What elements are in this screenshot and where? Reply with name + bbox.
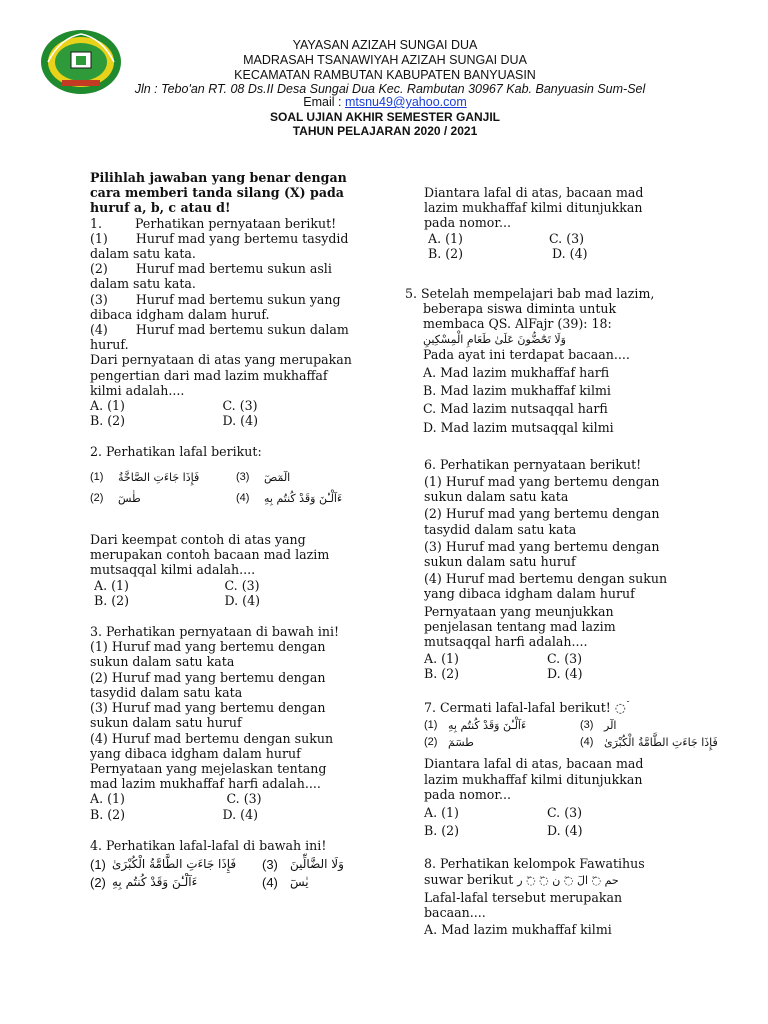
q4-question: Diantara lafal di atas, bacaan mad lazim mukhaffaf kilmi ditunjukkan pada nomor... — [424, 185, 644, 231]
q7-option-d[interactable]: D. (4) — [547, 823, 583, 839]
q7-options — [424, 805, 670, 838]
right-column — [405, 185, 718, 938]
q1-option-c[interactable]: C. (3) — [222, 398, 258, 414]
q7-option-c[interactable]: C. (3) — [547, 804, 583, 820]
school-address: Jln : Tebo'an RT. 08 Ds.II Desa Sungai Dua Kec. Rambutan 30967 Kab. Banyuasin Sum-Sel — [134, 82, 646, 96]
q4-option-d[interactable]: D. (4) — [552, 245, 588, 261]
q6-option-d[interactable]: D. (4) — [547, 666, 583, 682]
q2-stem: 2. Perhatikan lafal berikut: — [90, 444, 262, 460]
q2-options — [90, 578, 355, 608]
q4-lafal-3: وَلَا الضَّالِّينَ — [290, 856, 344, 871]
q6-options — [424, 651, 670, 681]
q3-statement-4: (4) Huruf mad bertemu dengan sukun yang dibaca idgham dalam huruf — [90, 730, 334, 761]
q5-question: Pada ayat ini terdapat bacaan.... — [423, 346, 630, 362]
q6-statement-2: (2) Huruf mad yang bertemu dengan tasydid dalam satu kata — [424, 506, 660, 537]
q2-option-b[interactable]: B. (2) — [94, 592, 130, 608]
q6-option-c[interactable]: C. (3) — [547, 651, 583, 667]
email-line — [130, 95, 640, 110]
q4-option-c[interactable]: C. (3) — [549, 230, 585, 246]
q4-lafal-4: يٰسٓ — [290, 875, 309, 890]
q4-lafal-1: فَإِذَا جَاءَتِ الطَّامَّةُ الْكُبْرَىٰ — [112, 856, 237, 871]
q4-stem: 4. Perhatikan lafal-lafal di bawah ini! — [90, 837, 327, 853]
q7-lafal-3: الٓر — [604, 718, 617, 732]
q1-statement-4: (4) Huruf mad bertemu sukun dalam huruf. — [90, 322, 349, 353]
q1-statement-2: (2) Huruf mad bertemu sukun asli dalam satu kata. — [90, 261, 332, 292]
q2-lafal-3: الٓمٓصٓ — [264, 470, 291, 484]
q2-lafal-2: طٰسٓ — [118, 491, 141, 505]
district-name: KECAMATAN RAMBUTAN KABUPATEN BANYUASIN — [234, 68, 536, 82]
q2-option-a[interactable]: A. (1) — [94, 577, 129, 593]
q6-stem: 6. Perhatikan pernyataan berikut! — [424, 456, 642, 472]
q3-options — [90, 791, 355, 821]
q5-option-d[interactable]: D. Mad lazim mutsaqqal kilmi — [423, 419, 614, 435]
q7-option-a[interactable]: A. (1) — [424, 804, 459, 820]
q8-stem: 8. Perhatikan kelompok Fawatihus suwar berikut حم ◌ٓ الٓ ◌ٓ ن ◌ٓ ◌ٓ ر — [424, 856, 645, 887]
q1-option-b[interactable]: B. (2) — [90, 413, 126, 429]
q1-statement-3: (3) Huruf mad bertemu sukun yang dibaca idgham dalam huruf. — [90, 291, 341, 322]
q3-statement-2: (2) Huruf mad yang bertemu dengan tasydid dalam satu kata — [90, 669, 326, 700]
q7-lafal-1: ءَآلْـٰٔنَ وَقَدْ كُنتُم بِهِ — [448, 718, 527, 732]
q2-lafal-grid: (1) فَإِذَا جَاءَتِ الصَّاخَّةُ (3) الٓمٓصٓ (2) طٰسٓ (4) ءَآلْـٰٔنَ وَقَدْ كُنتُم بِهِ — [90, 470, 355, 506]
question-7 — [405, 699, 718, 839]
school-name: MADRASAH TSANAWIYAH AZIZAH SUNGAI DUA — [243, 53, 527, 67]
q5-option-c[interactable]: C. Mad lazim nutsaqqal harfi — [423, 401, 608, 417]
q4-lafal-2: ءَآلْـٰٔنَ وَقَدْ كُنتُم بِهِ — [112, 875, 198, 890]
school-logo — [40, 28, 122, 96]
q1-stem: Perhatikan pernyataan berikut! — [135, 215, 337, 231]
question-1 — [90, 216, 355, 429]
q4-lafal-grid: (1) فَإِذَا جَاءَتِ الطَّامَّةُ الْكُبْرَىٰ (3) وَلَا الضَّالِّينَ (2) ءَآلْـٰٔنَ وَقَدْ كُنتُم بِهِ (4) يٰسٓ — [90, 857, 355, 890]
q7-lafal-2: طسٓمٓ — [448, 736, 474, 750]
question-8 — [405, 856, 670, 937]
q4-option-b[interactable]: B. (2) — [428, 245, 464, 261]
q5-option-a[interactable]: A. Mad lazim mukhaffaf harfi — [423, 365, 610, 381]
left-column — [90, 170, 355, 890]
exam-title: SOAL UJIAN AKHIR SEMESTER GANJIL — [269, 110, 501, 124]
q2-lafal-4: ءَآلْـٰٔنَ وَقَدْ كُنتُم بِهِ — [264, 491, 343, 505]
question-5 — [405, 286, 670, 435]
question-2 — [90, 444, 355, 608]
q6-statement-1: (1) Huruf mad yang bertemu dengan sukun dalam satu kata — [424, 474, 660, 505]
q2-lafal-1: فَإِذَا جَاءَتِ الصَّاخَّةُ — [118, 470, 200, 484]
question-4-continued — [405, 185, 670, 261]
email-link[interactable]: mtsnu49@yahoo.com — [344, 95, 467, 109]
q5-stem: 5. Setelah mempelajari bab mad lazim, beberapa siswa diminta untuk membaca QS. AlFajr (39): 18: — [405, 286, 655, 332]
q3-question: Pernyataan yang mejelaskan tentang mad lazim mukhaffaf harfi adalah.... — [90, 760, 327, 792]
q4-options — [424, 231, 670, 261]
q1-question: Dari pernyataan di atas yang merupakan pengertian dari mad lazim mukhaffaf kilmi adalah.... — [90, 352, 352, 398]
q7-lafal-grid: (1) ءَآلْـٰٔنَ وَقَدْ كُنتُم بِهِ (3) الٓر (2) طسٓمٓ (4) فَإِذَا جَاءَتِ الطَّامَّةُ الْكُبْرَىٰ — [424, 718, 670, 750]
q3-statement-3: (3) Huruf mad yang bertemu dengan sukun dalam satu huruf — [90, 700, 326, 731]
q4-option-a[interactable]: A. (1) — [428, 230, 463, 246]
q8-question: Lafal-lafal tersebut merupakan bacaan.... — [424, 889, 623, 920]
question-4 — [90, 838, 355, 891]
q7-stem: 7. Cermati lafal-lafal berikut! ◌ۡ — [424, 699, 626, 715]
q6-statement-3: (3) Huruf mad yang bertemu dengan sukun dalam satu huruf — [424, 538, 660, 570]
q7-question: Diantara lafal di atas, bacaan mad lazim mukhaffaf kilmi ditunjukkan pada nomor... — [424, 756, 644, 802]
q3-option-a[interactable]: A. (1) — [90, 791, 125, 807]
q1-statement-1: (1) Huruf mad yang bertemu tasydid dalam satu kata. — [90, 230, 349, 262]
instruction: Pilihlah jawaban yang benar dengan cara memberi tanda silang (X) pada huruf a, b, c atau d! — [90, 170, 347, 216]
q8-arabic: حم ◌ٓ الٓ ◌ٓ ن ◌ٓ ◌ٓ ر — [517, 873, 619, 887]
q2-option-d[interactable]: D. (4) — [224, 592, 260, 608]
q7-option-b[interactable]: B. (2) — [424, 823, 460, 839]
q6-question: Pernyataan yang meunjukkan penjelasan tentang mad lazim mutsaqqal harfi adalah.... — [424, 603, 616, 650]
foundation-name: YAYASAN AZIZAH SUNGAI DUA — [292, 38, 478, 52]
email-label: Email : — [303, 95, 345, 109]
question-3 — [90, 624, 355, 822]
q6-statement-4: (4) Huruf mad bertemu dengan sukun yang dibaca idgham dalam huruf — [424, 571, 668, 602]
q3-option-c[interactable]: C. (3) — [226, 791, 262, 807]
q6-option-b[interactable]: B. (2) — [424, 666, 460, 682]
q1-number: 1. — [90, 215, 103, 231]
q5-arabic: وَلَا تَحَٰٓضُّونَ عَلَىٰ طَعَامِ الْمِسْكِينِ — [423, 332, 566, 346]
q3-option-b[interactable]: B. (2) — [90, 806, 126, 822]
academic-year: TAHUN PELAJARAN 2020 / 2021 — [292, 124, 478, 138]
q1-options — [90, 398, 355, 428]
q7-lafal-4: فَإِذَا جَاءَتِ الطَّامَّةُ الْكُبْرَىٰ — [604, 736, 718, 750]
question-6 — [405, 457, 670, 682]
q1-option-d[interactable]: D. (4) — [222, 413, 258, 429]
q3-option-d[interactable]: D. (4) — [222, 806, 258, 822]
q8-option-a[interactable]: A. Mad lazim mukhaffaf kilmi — [424, 922, 612, 938]
q3-stem: 3. Perhatikan pernyataan di bawah ini! — [90, 624, 340, 640]
q1-option-a[interactable]: A. (1) — [90, 398, 125, 414]
q3-statement-1: (1) Huruf mad yang bertemu dengan sukun dalam satu kata — [90, 639, 326, 670]
q2-question: Dari keempat contoh di atas yang merupakan contoh bacaan mad lazim mutsaqqal kilmi adalah.... — [90, 532, 330, 578]
q5-option-b[interactable]: B. Mad lazim mukhaffaf kilmi — [423, 383, 611, 399]
q6-option-a[interactable]: A. (1) — [424, 651, 459, 667]
q2-option-c[interactable]: C. (3) — [224, 577, 260, 593]
